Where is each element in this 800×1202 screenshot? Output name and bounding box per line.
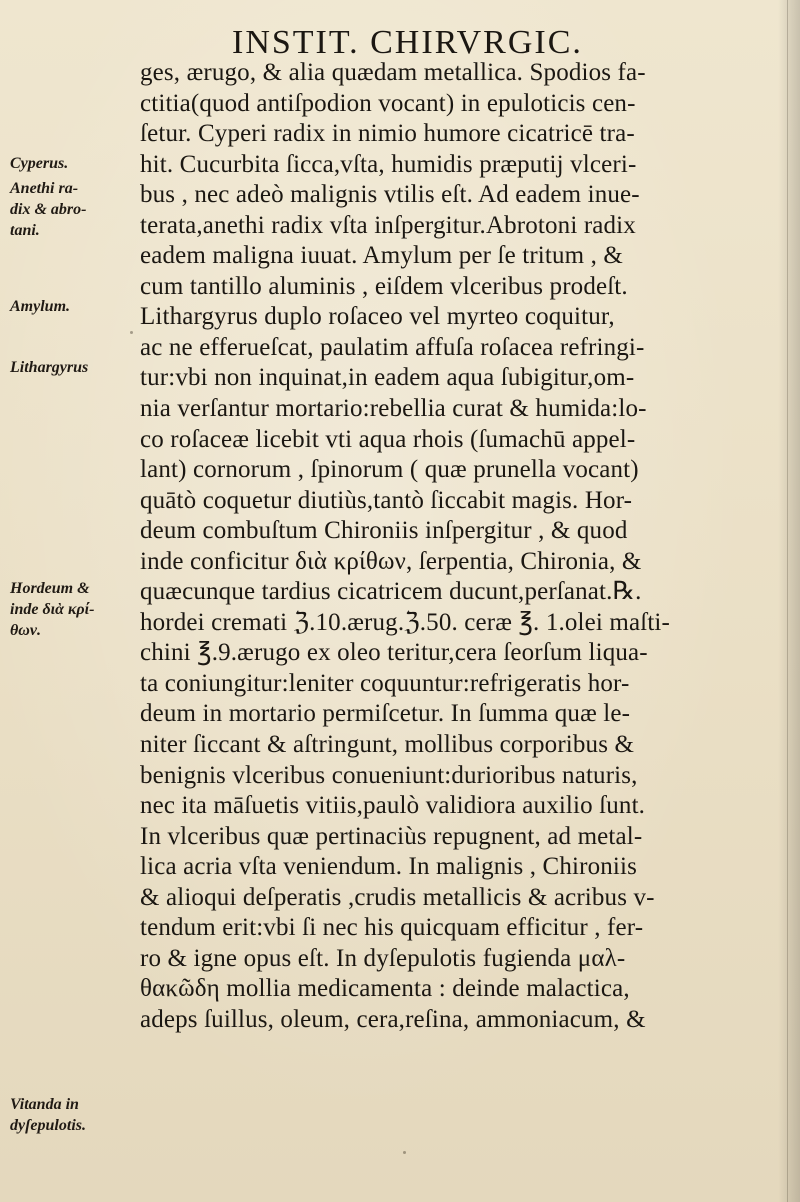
text-line: niter ſiccant & aſtringunt, mollibus corporibus &	[140, 731, 635, 759]
text-line: & alioqui deſperatis ,crudis metallicis & acribus v-	[140, 883, 655, 911]
text-line: hit. Cucurbita ſicca,vſta, humidis præputij vlceri-	[140, 150, 637, 178]
marginal-note-amylum: Amylum.	[10, 298, 71, 315]
text-line: cum tantillo aluminis , eiſdem vlceribus prodeſt.	[140, 272, 628, 300]
text-line: co roſaceæ licebit vti aqua rhois (ſumachū appel-	[140, 425, 636, 453]
text-line: eadem maligna iuuat. Amylum per ſe tritum , &	[140, 242, 624, 270]
text-line: quæcunque tardius cicatricem ducunt,perſanat.℞.	[140, 578, 642, 606]
text-line: deum in mortario permiſcetur. In ſumma quæ le-	[140, 700, 631, 728]
marginal-note-vitanda: Vitanda in dyſepulotis.	[10, 1096, 86, 1134]
ink-speck	[403, 1151, 406, 1154]
text-line: lant) cornorum , ſpinorum ( quæ prunella vocant)	[140, 456, 639, 484]
text-line: In vlceribus quæ pertinaciùs repugnent, ad metal-	[140, 822, 643, 850]
ink-speck	[130, 331, 133, 334]
text-line: quātò coquetur diutiùs,tantò ſiccabit magis. Hor-	[140, 486, 633, 514]
text-line: inde conficitur διὰ κρίθων, ſerpentia, Chironia, &	[140, 547, 642, 575]
text-line: lica acria vſta veniendum. In malignis , Chironiis	[140, 853, 637, 881]
text-line: adeps ſuillus, oleum, cera,reſina, ammoniacum, &	[140, 1005, 646, 1033]
text-line: nec ita māſuetis vitiis,paulò validiora auxilio ſunt.	[140, 792, 646, 820]
running-head: INSTIT. CHIRVRGIC.	[232, 24, 583, 61]
text-line: deum combuſtum Chironiis inſpergitur , & quod	[140, 517, 628, 545]
marginal-note-lithargyrus: Lithargyrus	[10, 359, 89, 376]
text-line: chini ℥.9.ærugo ex oleo teritur,cera ſeorſum liqua-	[140, 639, 648, 667]
text-line: bus , nec adeò malignis vtilis eſt. Ad eadem inue-	[140, 181, 640, 209]
marginal-note-cyperus: Cyperus.	[10, 155, 69, 172]
text-line: tur:vbi non inquinat,in eadem aqua ſubigitur,om-	[140, 364, 635, 392]
text-line: θακῶδη mollia medicamenta : deinde malactica,	[140, 975, 630, 1003]
marginal-note-hordeum: Hordeum & inde διὰ κρί- θων.	[10, 580, 95, 639]
text-line: ro & igne opus eſt. In dyſepulotis fugienda μαλ-	[140, 944, 626, 972]
text-line: terata,anethi radix vſta inſpergitur.Abrotoni radix	[140, 211, 636, 239]
text-line: ſetur. Cyperi radix in nimio humore cicatricē tra-	[140, 120, 635, 148]
text-line: hordei cremati ℨ.10.ærug.ℨ.50. ceræ ℥. 1.olei maſti-	[140, 608, 671, 636]
text-line: benignis vlceribus conueniunt:durioribus naturis,	[140, 761, 638, 789]
main-text-block	[140, 58, 786, 1036]
text-line: tendum erit:vbi ſi nec his quicquam efficitur , fer-	[140, 914, 644, 942]
marginal-note-anethi: Anethi ra- dix & abro- tani.	[10, 180, 87, 239]
page-edge-line	[787, 0, 788, 1202]
text-line: ac ne efferueſcat, paulatim affuſa roſacea refringi-	[140, 333, 645, 361]
text-line: Lithargyrus duplo roſaceo vel myrteo coquitur,	[140, 303, 615, 331]
text-line: ctitia(quod antiſpodion vocant) in epuloticis cen-	[140, 89, 636, 117]
text-line: ges, ærugo, & alia quædam metallica. Spodios fa-	[140, 59, 646, 86]
text-line: ta coniungitur:leniter coquuntur:refrigeratis hor-	[140, 669, 630, 697]
text-line: nia verſantur mortario:rebellia curat & humida:lo-	[140, 395, 647, 423]
